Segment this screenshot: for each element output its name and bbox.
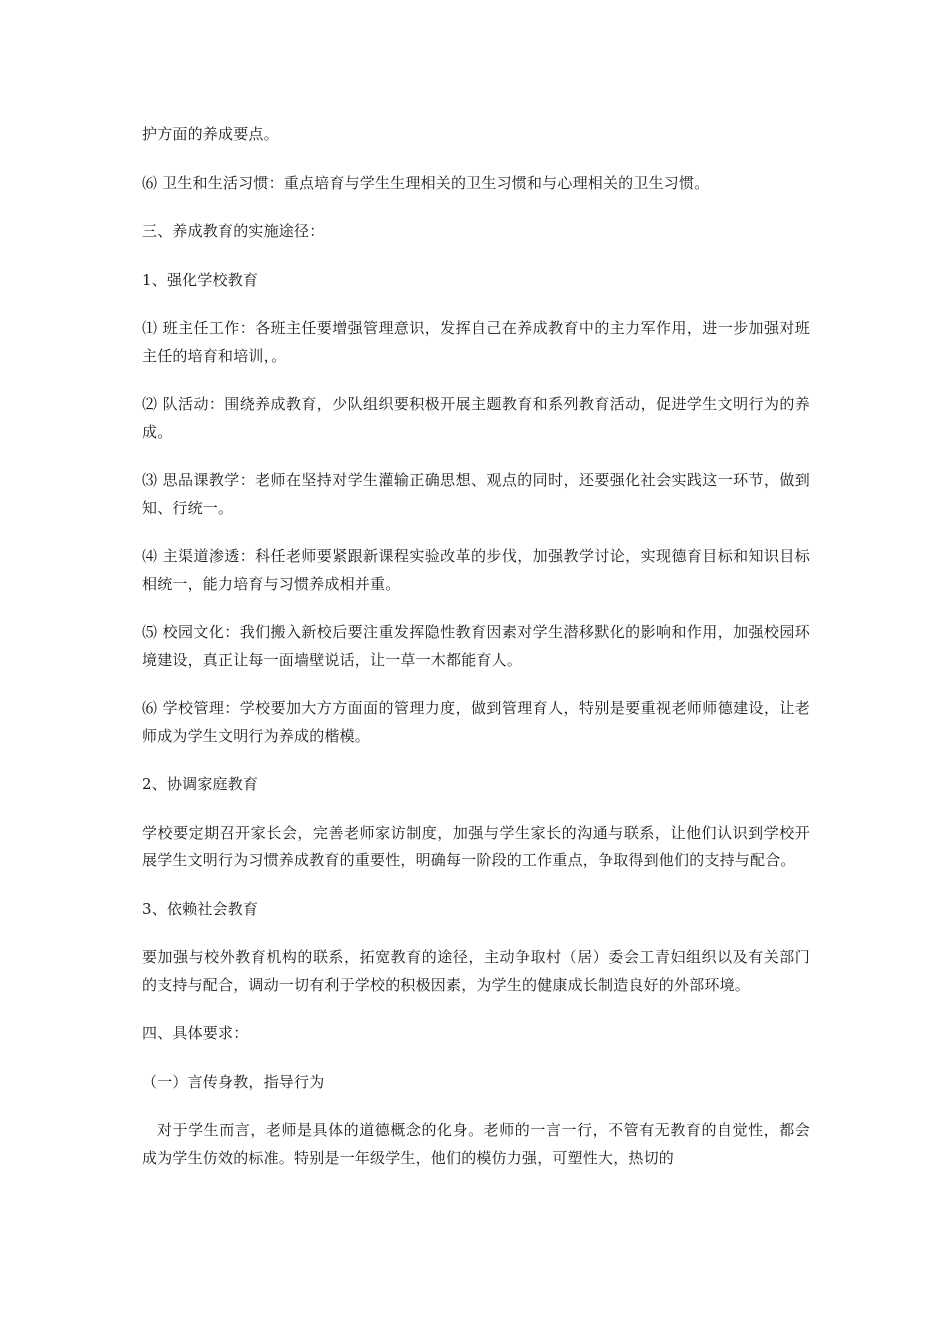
subheading-school-education: 1、强化学校教育 [142,270,259,289]
paragraph-family-education: 学校要定期召开家长会，完善老师家访制度，加强与学生家长的沟通与联系，让他们认识到学校开展学生文明行为习惯养成教育的重要性，明确每一阶段的工作重点，争取得到他们的支持与配合。 [142,823,810,869]
document-body [142,121,810,1193]
paragraph-continuation: 护方面的养成要点。 [142,125,279,143]
section-heading-implementation: 三、养成教育的实施途径： [142,222,325,240]
paragraph-lead-by-example: 对于学生而言，老师是具体的道德概念的化身。老师的一言一行，不管有无教育的自觉性，都会成为学生仿效的标准。特别是一年级学生，他们的模仿力强，可塑性大，热切的 [142,1121,810,1167]
paragraph-item-campus-culture: ⑸ 校园文化：我们搬入新校后要注重发挥隐性教育因素对学生潜移默化的影响和作用，加强校园环境建设，真正让每一面墙壁说话，让一草一木都能育人。 [142,623,810,669]
paragraph-item-team-activity: ⑵ 队活动：围绕养成教育，少队组织要积极开展主题教育和系列教育活动，促进学生文明行为的养成。 [142,395,810,441]
paragraph-item-main-channel: ⑷ 主渠道渗透：科任老师要紧跟新课程实验改革的步伐，加强教学讨论，实现德育目标和知识目标相统一，能力培育与习惯养成相并重。 [142,547,810,593]
section-heading-requirements: 四、具体要求： [142,1024,249,1042]
paragraph-social-education: 要加强与校外教育机构的联系，拓宽教育的途径，主动争取村（居）委会工青妇组织以及有关部门的支持与配合，调动一切有利于学校的积极因素，为学生的健康成长制造良好的外部环境。 [142,948,810,994]
paragraph-item-school-management: ⑹ 学校管理：学校要加大方方面面的管理力度，做到管理育人，特别是要重视老师师德建设，让老师成为学生文明行为养成的楷模。 [142,699,810,745]
paragraph-item-hygiene-habits: ⑹ 卫生和生活习惯：重点培育与学生生理相关的卫生习惯和与心理相关的卫生习惯。 [142,173,710,192]
subheading-family-education: 2、协调家庭教育 [142,775,259,793]
paragraph-item-class-teacher: ⑴ 班主任工作：各班主任要增强管理意识，发挥自己在养成教育中的主力军作用，进一步加强对班主任的培育和培训，。 [142,319,810,365]
paragraph-item-moral-class: ⑶ 思品课教学：老师在坚持对学生灌输正确思想、观点的同时，还要强化社会实践这一环节，做到知、行统一。 [142,471,810,517]
subheading-lead-by-example: （一）言传身教，指导行为 [142,1072,325,1091]
subheading-social-education: 3、依赖社会教育 [142,899,259,918]
